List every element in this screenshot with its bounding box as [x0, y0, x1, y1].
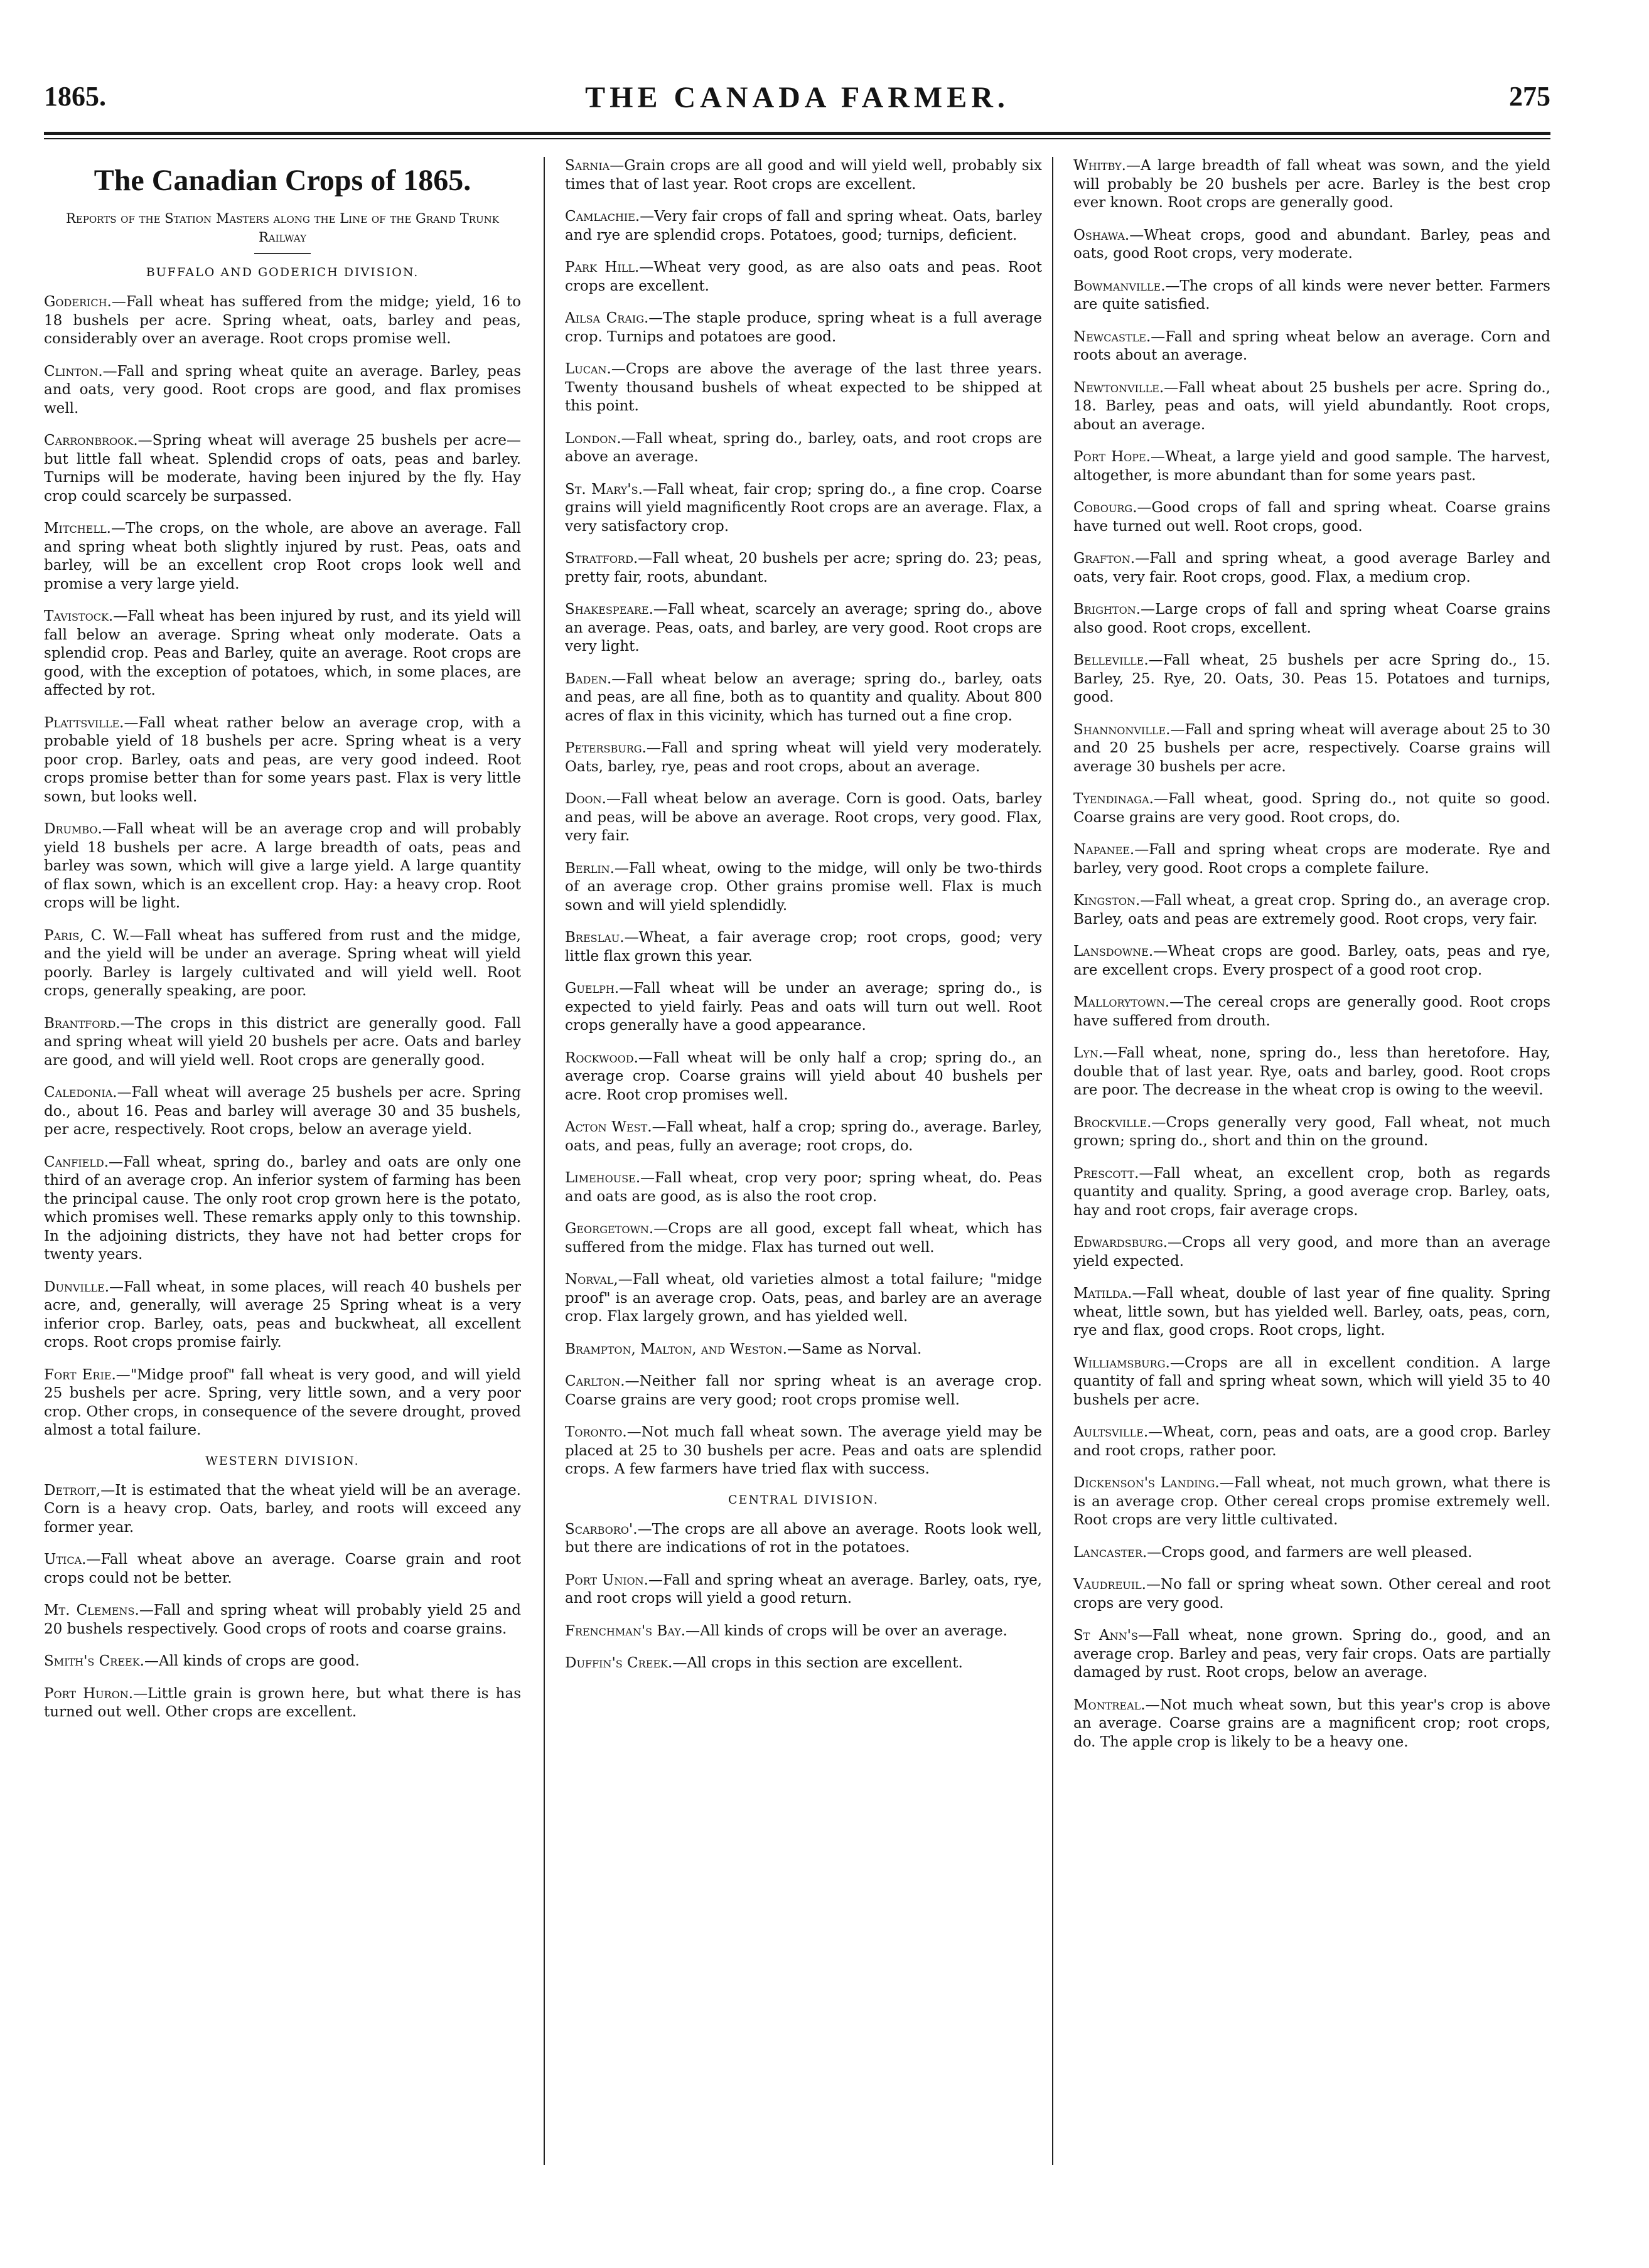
station-report — [1073, 499, 1550, 536]
report-text: —Crops are all in excellent condition. A large quantity of fall and spring wheat sown, which will yield 35 to 40 bushels per acre. — [1073, 1354, 1550, 1408]
report-text: —Crops are above the average of the last three years. Twenty thousand bushels of wheat expected to be shipped at this point. — [565, 361, 1042, 414]
report-text: —Fall and spring wheat an average. Barley, oats, rye, and root crops will yield a good return. — [565, 1571, 1042, 1607]
station-report — [44, 1153, 521, 1265]
report-text: —All kinds of crops are good. — [144, 1653, 360, 1669]
report-text: —The crops in this district are generally good. Fall and spring wheat will yield 20 bushels per acre. Oats and barley are good, and will yield well. Root crops are generally good. — [44, 1015, 521, 1069]
station-name: St Ann's — [1073, 1627, 1138, 1644]
column-divider — [1052, 157, 1053, 2165]
station-report — [1073, 1474, 1550, 1530]
report-text: —Fall wheat, spring do., barley and oats are only one third of an average crop. An inferior system of farming has been the principal cause. The only root crop grown here is the potato, which promises well. These remarks apply only to this township. In the adjoining districts, they have not had better crops for twenty years. — [44, 1153, 521, 1263]
station-report — [565, 980, 1042, 1035]
report-text: —Fall wheat, half a crop; spring do., average. Barley, oats, and peas, fully an average; root crops, do. — [565, 1119, 1042, 1154]
station-name: Doon. — [565, 791, 606, 807]
title-rule — [254, 253, 311, 254]
station-report — [565, 1271, 1042, 1327]
station-report — [1073, 1544, 1550, 1563]
station-report — [1073, 1285, 1550, 1340]
station-name: Shannonville. — [1073, 721, 1171, 738]
report-text: —Fall wheat, double of last year of fine quality. Spring wheat, little sown, but has yielded well. Barley, oats, peas, corn, rye and flax, good crops. Root crops, light. — [1073, 1285, 1550, 1339]
report-text: —Wheat, corn, peas and oats, are a good crop. Barley and root crops, rather poor. — [1073, 1424, 1550, 1459]
report-text: —Fall wheat, good. Spring do., not quite so good. Coarse grains are very good. Root crops, do. — [1073, 791, 1550, 826]
report-text: —Fall and spring wheat, a good average Barley and oats, very fair. Root crops, good. Flax, a medium crop. — [1073, 550, 1550, 586]
page-header — [44, 80, 1550, 124]
station-name: Brockville. — [1073, 1114, 1152, 1131]
station-name: Baden. — [565, 670, 612, 687]
report-text: —The crops of all kinds were never better. Farmers are quite satisfied. — [1073, 277, 1550, 313]
report-text: —Crops generally very good, Fall wheat, not much grown; spring do., short and thin on the ground. — [1073, 1114, 1550, 1149]
report-text: —Fall wheat, old varieties almost a total failure; "midge proof" is an average crop. Oats, peas, and barley are an average crop. Flax largely grown, and has yielded well. — [565, 1271, 1042, 1325]
report-text: —Fall and spring wheat crops are moderate. Rye and barley, very good. Root crops a complete failure. — [1073, 842, 1550, 877]
station-name: Smith's Creek. — [44, 1653, 144, 1669]
station-report — [1073, 1114, 1550, 1151]
station-report — [1073, 943, 1550, 980]
station-report — [1073, 550, 1550, 587]
report-text: —Fall wheat about 25 bushels per acre. Spring do., 18. Barley, peas and oats, will yield abundantly. Root crops, about an average. — [1073, 379, 1550, 433]
report-text: —Fall wheat below an average; spring do., barley, oats and peas, are all fine, both as to quantity and quality. About 800 acres of flax in this vicinity, which has turned out a fine crop. — [565, 670, 1042, 724]
station-name: Ailsa Craig. — [565, 310, 649, 326]
station-report — [44, 520, 521, 594]
station-name: Tyendinaga. — [1073, 791, 1154, 807]
station-report — [44, 1015, 521, 1071]
report-text: —Not much wheat sown, but this year's crop is above an average. Coarse grains are a magnificent crop; root crops, do. The apple crop is likely to be a heavy one. — [1073, 1696, 1550, 1750]
column-2 — [565, 157, 1042, 2178]
station-name: Limehouse. — [565, 1170, 641, 1186]
station-report — [565, 208, 1042, 245]
station-report — [565, 1169, 1042, 1206]
station-name: Lancaster. — [1073, 1544, 1147, 1561]
station-name: Mt. Clemens. — [44, 1602, 139, 1618]
report-text: —Fall wheat, a great crop. Spring do., an average crop. Barley, oats and peas are extremely good. Root crops, very fair. — [1073, 892, 1550, 928]
report-text: —Wheat crops are good. Barley, oats, peas and rye, are excellent crops. Every prospect of a good root crop. — [1073, 943, 1550, 978]
report-text: —A large breadth of fall wheat was sown, and the yield will probably be 20 bushels per acre. Barley is the best crop ever known. Root crops are generally good. — [1073, 158, 1550, 211]
report-text: —Spring wheat will average 25 bushels per acre—but little fall wheat. Splendid crops of oats, peas and barley. Turnips will be moderate, having been injured by the fly. Hay crop could scarcely be surpassed. — [44, 432, 521, 505]
station-name: Canfield. — [44, 1153, 109, 1170]
station-report — [565, 601, 1042, 656]
station-name: Lucan. — [565, 361, 611, 377]
report-text: —Crops are all good, except fall wheat, which has suffered from the midge. Flax has turned out well. — [565, 1221, 1042, 1256]
station-name: Montreal. — [1073, 1696, 1146, 1713]
report-text: —The staple produce, spring wheat is a full average crop. Turnips and potatoes are good. — [565, 310, 1042, 345]
report-text: —Fall wheat, spring do., barley, oats, and root crops are above an average. — [565, 430, 1042, 465]
column-1 — [44, 157, 521, 2178]
header-rule-thin — [44, 138, 1550, 139]
station-name: Caledonia. — [44, 1084, 117, 1101]
station-report — [1073, 1423, 1550, 1460]
station-report — [565, 739, 1042, 776]
station-report — [565, 1372, 1042, 1409]
station-report — [1073, 601, 1550, 638]
station-name: Duffin's Creek. — [565, 1655, 673, 1671]
report-text: —Fall wheat, fair crop; spring do., a fine crop. Coarse grains will yield magnificently Root crops are an average. Flax, a very satisfactory crop. — [565, 481, 1042, 535]
station-report — [44, 607, 521, 700]
station-name: Dunville. — [44, 1278, 110, 1295]
station-report — [44, 1602, 521, 1639]
station-report — [1073, 328, 1550, 365]
station-name: Scarboro'. — [565, 1521, 638, 1538]
report-text: —Very fair crops of fall and spring wheat. Oats, barley and rye are splendid crops. Potatoes, good; turnips, deficient. — [565, 208, 1042, 243]
report-text: —Same as Norval. — [787, 1340, 922, 1357]
report-list — [1073, 157, 1550, 1752]
station-report — [565, 259, 1042, 296]
station-name: Port Union. — [565, 1571, 648, 1588]
report-text: —It is estimated that the wheat yield will be an average. Corn is a heavy crop. Oats, barley, and roots will exceed any former year. — [44, 1482, 521, 1536]
station-report — [44, 714, 521, 807]
station-name: London. — [565, 430, 621, 447]
station-report — [44, 363, 521, 419]
report-text: —Not much fall wheat sown. The average yield may be placed at 25 to 30 bushels per acre. Peas and oats are splendid crops. A few farmers have tried flax with success. — [565, 1424, 1042, 1477]
report-list — [565, 1521, 1042, 1673]
report-text: —All kinds of crops will be over an average. — [685, 1622, 1007, 1639]
station-report — [565, 1049, 1042, 1105]
report-text: —Fall wheat rather below an average crop, with a probable yield of 18 bushels per acre. Spring wheat is a very poor crop. Barley, oats and peas, are very good indeed. Root crops promise better than for some years past. Flax is very little sown, but looks well. — [44, 714, 521, 805]
station-report — [44, 1084, 521, 1140]
report-text: —Wheat, a fair average crop; root crops, good; very little flax grown this year. — [565, 929, 1042, 965]
station-name: Vaudreuil. — [1073, 1576, 1146, 1593]
station-report — [1073, 379, 1550, 435]
report-text: —Wheat crops, good and abundant. Barley, peas and oats, good Root crops, very moderate. — [1073, 227, 1550, 262]
report-text: —Fall wheat will be only half a crop; spring do., an average crop. Coarse grains will yield about 40 bushels per acre. Root crop promises well. — [565, 1049, 1042, 1103]
station-report — [44, 432, 521, 506]
station-name: Lyn. — [1073, 1045, 1104, 1061]
station-report — [565, 481, 1042, 537]
report-text: —Fall wheat below an average. Corn is good. Oats, barley and peas, will be above an average. Root crops, very good. Flax, very fair. — [565, 791, 1042, 844]
station-name: Williamsburg. — [1073, 1354, 1170, 1371]
station-name: Kingston. — [1073, 892, 1141, 909]
station-report — [565, 309, 1042, 346]
station-report — [565, 929, 1042, 966]
station-report — [1073, 892, 1550, 929]
report-text: —Fall wheat, scarcely an average; spring do., above an average. Peas, oats, and barley, are very good. Root crops are very light. — [565, 601, 1042, 655]
station-report — [1073, 993, 1550, 1030]
station-name: Carlton. — [565, 1373, 625, 1389]
report-text: —No fall or spring wheat sown. Other cereal and root crops are very good. — [1073, 1576, 1550, 1612]
station-report — [565, 1622, 1042, 1641]
report-text: —Fall wheat will be an average crop and will probably yield 18 bushels per acre. A large breadth of oats, peas and barley was sown, which will give a large yield. A large quantity of flax sown, which is an excellent crop. Hay: a heavy crop. Root crops will be light. — [44, 821, 521, 911]
station-report — [1073, 227, 1550, 264]
report-list — [44, 293, 521, 1440]
division-heading: BUFFALO AND GODERICH DIVISION. — [146, 265, 419, 279]
station-report — [565, 430, 1042, 467]
station-name: Oshawa. — [1073, 227, 1130, 243]
station-name: Clinton. — [44, 363, 103, 380]
station-report — [44, 1278, 521, 1352]
report-text: —The cereal crops are generally good. Root crops have suffered from drouth. — [1073, 994, 1550, 1029]
issue-year: 1865. — [44, 81, 106, 112]
report-text: —All crops in this section are excellent. — [672, 1655, 963, 1671]
station-report — [565, 1423, 1042, 1479]
report-text: —The crops are all above an average. Roots look well, but there are indications of rot in the potatoes. — [565, 1521, 1042, 1556]
station-name: Edwardsburg. — [1073, 1234, 1168, 1251]
station-name: Napanee. — [1073, 842, 1135, 858]
report-text: —Fall and spring wheat below an average. Corn and roots about an average. — [1073, 328, 1550, 363]
report-text: —Neither fall nor spring wheat is an average crop. Coarse grains are very good; root crops promise well. — [565, 1373, 1042, 1408]
station-name: Park Hill. — [565, 259, 640, 275]
report-text: —Good crops of fall and spring wheat. Coarse grains have turned out well. Root crops, good. — [1073, 500, 1550, 535]
station-report — [44, 1652, 521, 1671]
station-report — [565, 1340, 1042, 1359]
station-name: Carronbrook. — [44, 432, 138, 449]
station-report — [565, 860, 1042, 916]
station-report — [1073, 721, 1550, 777]
station-report — [565, 550, 1042, 587]
station-name: Goderich. — [44, 294, 112, 310]
station-name: Frenchman's Bay. — [565, 1622, 686, 1639]
report-text: —Fall wheat, crop very poor; spring wheat, do. Peas and oats are good, as is also the root crop. — [565, 1170, 1042, 1205]
station-name: Belleville. — [1073, 652, 1149, 668]
column-3 — [1073, 157, 1550, 2178]
station-report — [1073, 448, 1550, 485]
report-text: —Fall and spring wheat will probably yield 25 and 20 bushels respectively. Good crops of roots and coarse grains. — [44, 1602, 521, 1637]
station-name: Norval, — [565, 1271, 618, 1288]
report-text: —Fall wheat, none grown. Spring do., good, and an average crop. Barley and peas, very fair crops. Oats are partially damaged by rust. Root crops, below an average. — [1073, 1627, 1550, 1681]
station-name: Shakespeare. — [565, 601, 653, 618]
article-title: The Canadian Crops of 1865. — [94, 164, 471, 197]
station-name: Newcastle. — [1073, 328, 1151, 345]
station-report — [565, 157, 1042, 194]
station-report — [1073, 790, 1550, 827]
station-name: Drumbo. — [44, 821, 102, 837]
report-text: —Fall wheat, owing to the midge, will only be two-thirds of an average crop. Other grains promise well. Flax is much sown and will yield splendidly. — [565, 860, 1042, 914]
header-rule — [44, 132, 1550, 135]
station-report — [1073, 1576, 1550, 1613]
station-report — [44, 1482, 521, 1538]
report-text: —Fall wheat has suffered from the midge; yield, 16 to 18 bushels per acre. Spring wheat, oats, barley and peas, considerably over an average. Root crops promise well. — [44, 294, 521, 347]
report-list — [44, 1482, 521, 1722]
report-text: —Grain crops are all good and will yield well, probably six times that of last year. Root crops are excellent. — [565, 158, 1042, 193]
station-name: Mitchell. — [44, 520, 111, 537]
station-report — [565, 1654, 1042, 1673]
report-text: —Fall wheat, 20 bushels per acre; spring do. 23; peas, pretty fair, roots, abundant. — [565, 550, 1042, 586]
station-name: Detroit, — [44, 1482, 101, 1499]
station-name: Aultsville. — [1073, 1424, 1149, 1440]
station-report — [1073, 841, 1550, 878]
column-divider — [544, 157, 545, 2165]
station-report — [1073, 157, 1550, 213]
station-report — [565, 360, 1042, 416]
station-name: Whitby. — [1073, 158, 1126, 174]
station-name: St. Mary's. — [565, 481, 643, 498]
station-report — [565, 1521, 1042, 1558]
report-text: —Fall and spring wheat quite an average. Barley, peas and oats, very good. Root crops are good, and flax promises well. — [44, 363, 521, 417]
division-heading: WESTERN DIVISION. — [205, 1453, 360, 1468]
station-name: Port Huron. — [44, 1685, 134, 1702]
station-name: Breslau. — [565, 929, 625, 946]
report-text: —Fall wheat will average 25 bushels per acre. Spring do., about 16. Peas and barley will average 30 and 35 bushels, per acre, respectively. Root crops, below an average yield. — [44, 1084, 521, 1138]
station-report — [1073, 651, 1550, 707]
report-list — [565, 157, 1042, 1479]
station-name: Mallorytown. — [1073, 994, 1170, 1010]
station-name: Camlachie. — [565, 208, 640, 225]
report-text: —Fall wheat, none, spring do., less than heretofore. Hay, double that of last year. Rye, oats and barley, good. Root crops are poor. The decrease in the wheat crop is owing to the weevil. — [1073, 1045, 1550, 1098]
station-name: Cobourg. — [1073, 500, 1137, 516]
report-text: —Fall wheat has suffered from rust and the midge, and the yield will be under an average. Spring wheat will yield poorly. Barley is largely cultivated and will yield well. Root crops, generally speaking, are poor. — [44, 927, 521, 999]
report-text: —Fall and spring wheat will average about 25 to 30 and 20 25 bushels per acre, respectively. Coarse grains will average 30 bushels per acre. — [1073, 721, 1550, 775]
station-name: Brampton, Malton, and Weston. — [565, 1340, 787, 1357]
station-name: Newtonville. — [1073, 379, 1164, 396]
report-text: —Wheat very good, as are also oats and peas. Root crops are excellent. — [565, 259, 1042, 294]
station-report — [565, 1118, 1042, 1155]
station-name: Utica. — [44, 1551, 87, 1568]
station-name: Berlin. — [565, 860, 615, 877]
report-text: —Fall wheat, not much grown, what there is is an average crop. Other cereal crops promise extremely well. Root crops are very little cultivated. — [1073, 1475, 1550, 1528]
station-report — [44, 820, 521, 913]
masthead: THE CANADA FARMER. — [585, 81, 1009, 114]
report-text: —Fall wheat, in some places, will reach 40 bushels per acre, and, generally, will average 25 Spring wheat is a very inferior crop. Barley, oats, peas and buckwheat, all excellent crops. Root crops promise fairly. — [44, 1278, 521, 1351]
station-report — [44, 927, 521, 1001]
station-report — [565, 790, 1042, 846]
report-text: —Fall and spring wheat will yield very moderately. Oats, barley, rye, peas and root crops, about an average. — [565, 740, 1042, 775]
report-text: —The crops, on the whole, are above an average. Fall and spring wheat both slightly injured by rust. Peas, oats and barley, will be an excellent crop Root crops look well and promise a very large yield. — [44, 520, 521, 592]
station-report — [565, 1571, 1042, 1608]
report-text: —Fall wheat, an excellent crop, both as regards quantity and quality. Spring, a good average crop. Barley, oats, hay and root crops, fair average crops. — [1073, 1165, 1550, 1219]
station-name: Stratford. — [565, 550, 638, 567]
station-name: Sarnia — [565, 158, 610, 174]
station-name: Prescott. — [1073, 1165, 1139, 1182]
station-name: Plattsville. — [44, 714, 124, 731]
station-name: Brighton. — [1073, 601, 1141, 618]
report-text: —Fall wheat, 25 bushels per acre Spring do., 15. Barley, 25. Rye, 20. Oats, 30. Peas 15. Potatoes and turnips, good. — [1073, 652, 1550, 705]
division-heading: CENTRAL DIVISION. — [728, 1492, 879, 1507]
station-report — [44, 1551, 521, 1588]
article-subtitle: Reports of the Station Masters along the Line of the Grand Trunk Railway — [66, 211, 499, 245]
station-name: Guelph. — [565, 980, 620, 997]
report-text: —Large crops of fall and spring wheat Coarse grains also good. Root crops, excellent. — [1073, 601, 1550, 636]
station-report — [1073, 1234, 1550, 1271]
station-report — [1073, 1696, 1550, 1752]
station-name: Brantford. — [44, 1015, 121, 1032]
station-name: Lansdowne. — [1073, 943, 1154, 960]
station-report — [565, 670, 1042, 726]
station-report — [44, 293, 521, 349]
report-text: —Wheat, a large yield and good sample. The harvest, altogether, is more abundant than for some years past. — [1073, 449, 1550, 484]
station-name: Grafton. — [1073, 550, 1136, 567]
report-text: —Fall wheat will be under an average; spring do., is expected to yield fairly. Peas and oats will turn out well. Root crops generally have a good appearance. — [565, 980, 1042, 1034]
station-report — [1073, 1627, 1550, 1682]
station-name: Port Hope. — [1073, 449, 1151, 465]
report-text: —Little grain is grown here, but what there is has turned out well. Other crops are excellent. — [44, 1685, 521, 1720]
station-report — [1073, 1044, 1550, 1100]
station-report — [1073, 277, 1550, 314]
station-name: Acton West. — [565, 1119, 652, 1135]
station-name: Bowmanville. — [1073, 277, 1166, 294]
report-text: —Crops all very good, and more than an average yield expected. — [1073, 1234, 1550, 1270]
report-text: —Crops good, and farmers are well pleased. — [1147, 1544, 1473, 1561]
report-text: —Fall wheat above an average. Coarse grain and root crops could not be better. — [44, 1551, 521, 1586]
report-text: —"Midge proof" fall wheat is very good, and will yield 25 bushels per acre. Spring, very little sown, and a very poor crop. Other crops, in consequence of the severe drought, proved almost a total failure. — [44, 1366, 521, 1438]
station-name: Petersburg. — [565, 740, 647, 756]
station-report — [565, 1220, 1042, 1257]
station-name: Fort Erie. — [44, 1366, 116, 1383]
station-name: Rockwood. — [565, 1049, 638, 1066]
station-report — [44, 1366, 521, 1440]
station-name: Matilda. — [1073, 1285, 1132, 1302]
station-report — [1073, 1354, 1550, 1410]
station-name: Paris, C. W. — [44, 927, 130, 944]
station-report — [44, 1685, 521, 1722]
page-number: 275 — [1509, 81, 1550, 112]
station-name: Toronto. — [565, 1424, 627, 1440]
station-name: Dickenson's Landing. — [1073, 1475, 1220, 1491]
station-name: Tavistock. — [44, 608, 114, 624]
station-report — [1073, 1165, 1550, 1221]
report-text: —Fall wheat has been injured by rust, and its yield will fall below an average. Spring wheat only moderate. Oats a splendid crop. Peas and Barley, quite an average. Root crops are good, with the exception of potatoes, which, in some places, are affected by rot. — [44, 608, 521, 698]
station-name: Georgetown. — [565, 1221, 654, 1237]
